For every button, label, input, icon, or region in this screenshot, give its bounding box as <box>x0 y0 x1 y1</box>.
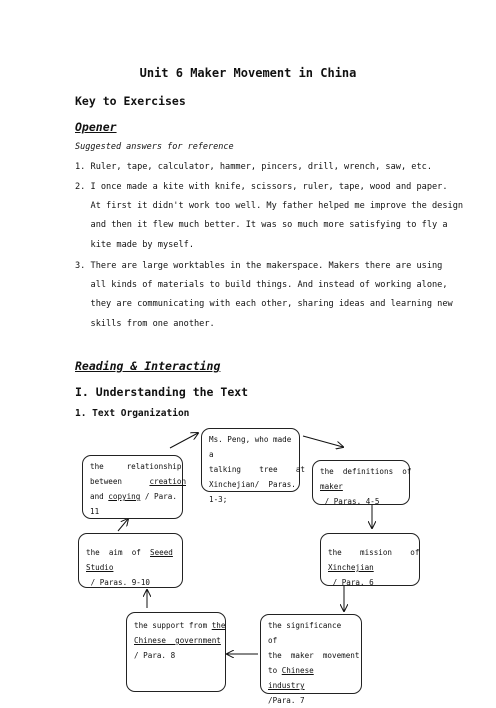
box-significance <box>260 614 362 705</box>
section-heading: I. Understanding the Text <box>75 385 249 399</box>
box-text: Xinchejian <box>328 563 374 572</box>
box-line: talking tree at <box>209 465 306 474</box>
box-text: the aim of <box>86 548 151 557</box>
opener-line: and then it flew much better. It was so much more satisfying to fly a <box>75 220 448 230</box>
arrow-left-top-to-center <box>170 433 198 448</box>
box-line: /Para. 7 <box>268 696 305 705</box>
box-line: Chinese government <box>134 636 221 645</box>
box-text: the <box>211 621 226 630</box>
box-ms-peng <box>201 428 306 504</box>
opener-line: they are communicating with each other, sharing ideas and learning new <box>75 299 453 309</box>
opener-line: all kinds of materials to build things. And instead of working alone, <box>75 280 448 290</box>
box-relationship <box>82 455 187 519</box>
box-line: / Para. 8 <box>134 651 176 660</box>
box-line: the relationship <box>90 462 182 471</box>
box-mission <box>320 533 420 586</box>
reading-heading: Reading & Interacting <box>75 359 221 373</box>
box-line: 1-3; <box>209 495 228 504</box>
box-text: Chinese industry <box>268 666 314 690</box>
opener-line: kite made by myself. <box>75 240 194 250</box>
box-text: creation <box>149 477 187 486</box>
opener-note: Suggested answers for reference <box>75 142 234 152</box>
key-heading: Key to Exercises <box>75 94 186 108</box>
opener-line: 1. Ruler, tape, calculator, hammer, pincers, drill, wrench, saw, etc. <box>75 162 432 172</box>
box-text: and <box>90 492 109 501</box>
box-text: copying <box>108 492 141 501</box>
box-seeed-studio <box>78 533 183 588</box>
box-text: / Paras. 4-5 <box>320 497 380 506</box>
opener-line: 2. I once made a kite with knife, scissors, ruler, tape, wood and paper. <box>75 182 448 192</box>
arrow-left-mid-to-left-top <box>118 519 128 531</box>
box-line: the definitions of <box>320 467 412 476</box>
box-line: 11 <box>90 507 100 516</box>
box-text: the support from <box>134 621 212 630</box>
opener-line: skills from one another. <box>75 319 215 329</box>
box-text: maker <box>320 482 343 491</box>
opener-line: 3. There are large worktables in the makerspace. Makers there are using <box>75 261 443 271</box>
opener-line: At first it didn't work too well. My father helped me improve the design <box>75 201 464 211</box>
box-text: Seeed <box>150 548 173 557</box>
box-line: the significance of <box>268 621 342 645</box>
box-text: / Para. <box>140 492 177 501</box>
box-line: the mission of <box>328 548 420 557</box>
box-definitions <box>312 460 410 505</box>
page-title: Unit 6 Maker Movement in China <box>139 66 357 80</box>
subsection-heading: 1. Text Organization <box>75 408 190 419</box>
box-line: Ms. Peng, who made a <box>209 435 292 459</box>
box-line: Xinchejian/ Paras. <box>209 480 296 489</box>
box-text: to <box>268 666 282 675</box>
box-text: Studio <box>86 563 114 572</box>
box-text: / Para. 6 <box>328 578 374 587</box>
box-text: / Paras. 9-10 <box>86 578 151 587</box>
box-government-support <box>126 612 226 692</box>
box-text: between <box>90 477 150 486</box>
arrow-center-to-right-top <box>303 436 343 447</box>
opener-heading: Opener <box>75 120 117 134</box>
box-line: the maker movement <box>268 651 360 660</box>
